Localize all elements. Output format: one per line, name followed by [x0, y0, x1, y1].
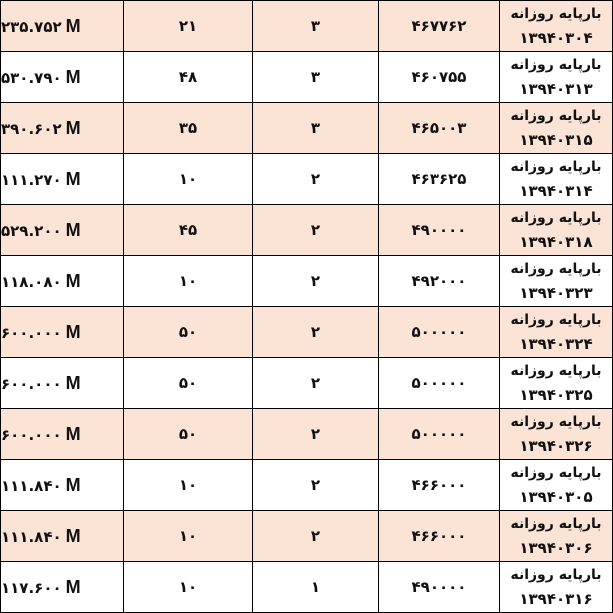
value-cell — [1, 205, 124, 256]
name-date-cell — [500, 409, 613, 460]
count-cell: ۲ — [253, 460, 379, 511]
table-row — [1, 562, 613, 613]
value-unit: M — [65, 372, 81, 393]
contract-name: بارپایه روزانه — [510, 159, 602, 175]
table-row — [1, 52, 613, 103]
count-cell: ۲ — [253, 256, 379, 307]
count-cell: ۱ — [253, 562, 379, 613]
contract-date: ۱۳۹۴۰۳۱۵ — [519, 131, 593, 149]
price-cell: ۴۹۰۰۰۰ — [379, 562, 500, 613]
quantity-cell: ۱۰ — [124, 562, 253, 613]
name-date-cell — [500, 52, 613, 103]
value-cell — [1, 460, 124, 511]
value-unit: M — [65, 117, 81, 138]
value-amount: ۱۱۱.۲۷۰ — [1, 170, 62, 189]
contract-date: ۱۳۹۴۰۳۲۶ — [519, 437, 593, 455]
quantity-cell: ۴۵ — [124, 205, 253, 256]
name-date-cell — [500, 154, 613, 205]
value-cell — [1, 52, 124, 103]
value-unit: M — [65, 474, 81, 495]
table-row — [1, 205, 613, 256]
quantity-cell: ۵۰ — [124, 409, 253, 460]
value-unit: M — [65, 321, 81, 342]
value-cell — [1, 409, 124, 460]
value-amount: ۶۰۰.۰۰۰ — [1, 374, 62, 393]
quantity-cell: ۱۰ — [124, 511, 253, 562]
quantity-cell: ۱۰ — [124, 154, 253, 205]
contract-date: ۱۳۹۴۰۳۱۶ — [519, 590, 593, 608]
price-cell: ۴۶۳۶۲۵ — [379, 154, 500, 205]
value-amount: ۱۱۸.۰۸۰ — [1, 272, 62, 291]
quantity-cell: ۳۵ — [124, 103, 253, 154]
price-cell: ۴۶۵۰۰۳ — [379, 103, 500, 154]
name-date-cell — [500, 307, 613, 358]
value-cell — [1, 1, 124, 52]
value-cell — [1, 103, 124, 154]
contract-date: ۱۳۹۴۰۳۲۵ — [519, 386, 593, 404]
value-amount: ۶۰۰.۰۰۰ — [1, 323, 62, 342]
count-cell: ۲ — [253, 358, 379, 409]
price-cell: ۵۰۰۰۰۰ — [379, 409, 500, 460]
name-date-cell — [500, 1, 613, 52]
value-amount: ۲۳۵.۷۵۲ — [1, 17, 62, 36]
value-cell — [1, 562, 124, 613]
contract-name: بارپایه روزانه — [510, 261, 602, 277]
contract-name: بارپایه روزانه — [510, 516, 602, 532]
price-cell: ۴۶۶۰۰۰ — [379, 460, 500, 511]
table-row — [1, 460, 613, 511]
price-cell: ۴۹۰۰۰۰ — [379, 205, 500, 256]
contract-name: بارپایه روزانه — [510, 57, 602, 73]
contract-date: ۱۳۹۴۰۳۰۵ — [519, 488, 593, 506]
name-date-cell — [500, 460, 613, 511]
count-cell: ۲ — [253, 154, 379, 205]
value-amount: ۱۱۱.۸۴۰ — [1, 476, 62, 495]
value-cell — [1, 154, 124, 205]
table-row — [1, 511, 613, 562]
count-cell: ۲ — [253, 511, 379, 562]
quantity-cell: ۱۰ — [124, 460, 253, 511]
value-cell — [1, 307, 124, 358]
value-unit: M — [65, 15, 81, 36]
name-date-cell — [500, 562, 613, 613]
contract-name: بارپایه روزانه — [510, 210, 602, 226]
name-date-cell — [500, 205, 613, 256]
contract-date: ۱۳۹۴۰۳۰۴ — [519, 29, 593, 47]
count-cell: ۳ — [253, 103, 379, 154]
value-unit: M — [65, 576, 81, 597]
contract-name: بارپایه روزانه — [510, 312, 602, 328]
table-row — [1, 1, 613, 52]
name-date-cell — [500, 358, 613, 409]
value-amount: ۳۹۰.۶۰۲ — [1, 119, 62, 138]
contract-name: بارپایه روزانه — [510, 108, 602, 124]
table-row — [1, 103, 613, 154]
price-cell: ۴۹۲۰۰۰ — [379, 256, 500, 307]
count-cell: ۲ — [253, 205, 379, 256]
name-date-cell — [500, 256, 613, 307]
name-date-cell — [500, 103, 613, 154]
contract-date: ۱۳۹۴۰۳۱۴ — [519, 182, 593, 200]
value-unit: M — [65, 219, 81, 240]
quantity-cell: ۵۰ — [124, 307, 253, 358]
price-cell: ۴۶۶۰۰۰ — [379, 511, 500, 562]
table-body — [1, 1, 613, 613]
value-unit: M — [65, 168, 81, 189]
contract-date: ۱۳۹۴۰۳۰۶ — [519, 539, 593, 557]
count-cell: ۳ — [253, 52, 379, 103]
count-cell: ۲ — [253, 409, 379, 460]
value-cell — [1, 511, 124, 562]
quantity-cell: ۲۱ — [124, 1, 253, 52]
value-unit: M — [65, 525, 81, 546]
value-amount: ۵۳۰.۷۹۰ — [1, 68, 62, 87]
quantity-cell: ۱۰ — [124, 256, 253, 307]
quantity-cell: ۵۰ — [124, 358, 253, 409]
price-cell: ۴۶۰۷۵۵ — [379, 52, 500, 103]
table-row — [1, 307, 613, 358]
name-date-cell — [500, 511, 613, 562]
value-cell — [1, 256, 124, 307]
table-row — [1, 256, 613, 307]
value-amount: ۶۰۰.۰۰۰ — [1, 425, 62, 444]
table-row — [1, 154, 613, 205]
price-cell: ۵۰۰۰۰۰ — [379, 307, 500, 358]
price-cell: ۴۶۷۷۶۲ — [379, 1, 500, 52]
contract-name: بارپایه روزانه — [510, 363, 602, 379]
contract-date: ۱۳۹۴۰۳۱۸ — [519, 233, 593, 251]
value-unit: M — [65, 423, 81, 444]
count-cell: ۲ — [253, 307, 379, 358]
count-cell: ۳ — [253, 1, 379, 52]
value-unit: M — [65, 270, 81, 291]
contract-date: ۱۳۹۴۰۳۲۴ — [519, 335, 593, 353]
contract-date: ۱۳۹۴۰۳۲۳ — [519, 284, 593, 302]
contract-name: بارپایه روزانه — [510, 567, 602, 583]
contract-name: بارپایه روزانه — [510, 465, 602, 481]
price-cell: ۵۰۰۰۰۰ — [379, 358, 500, 409]
table-row — [1, 358, 613, 409]
quantity-cell: ۴۸ — [124, 52, 253, 103]
value-unit: M — [65, 66, 81, 87]
contract-name: بارپایه روزانه — [510, 6, 602, 22]
value-cell — [1, 358, 124, 409]
contract-name: بارپایه روزانه — [510, 414, 602, 430]
value-amount: ۵۲۹.۲۰۰ — [1, 221, 62, 240]
table-row — [1, 409, 613, 460]
value-amount: ۱۱۱.۸۴۰ — [1, 527, 62, 546]
value-amount: ۱۱۷.۶۰۰ — [1, 578, 62, 597]
contract-date: ۱۳۹۴۰۳۱۳ — [519, 80, 593, 98]
